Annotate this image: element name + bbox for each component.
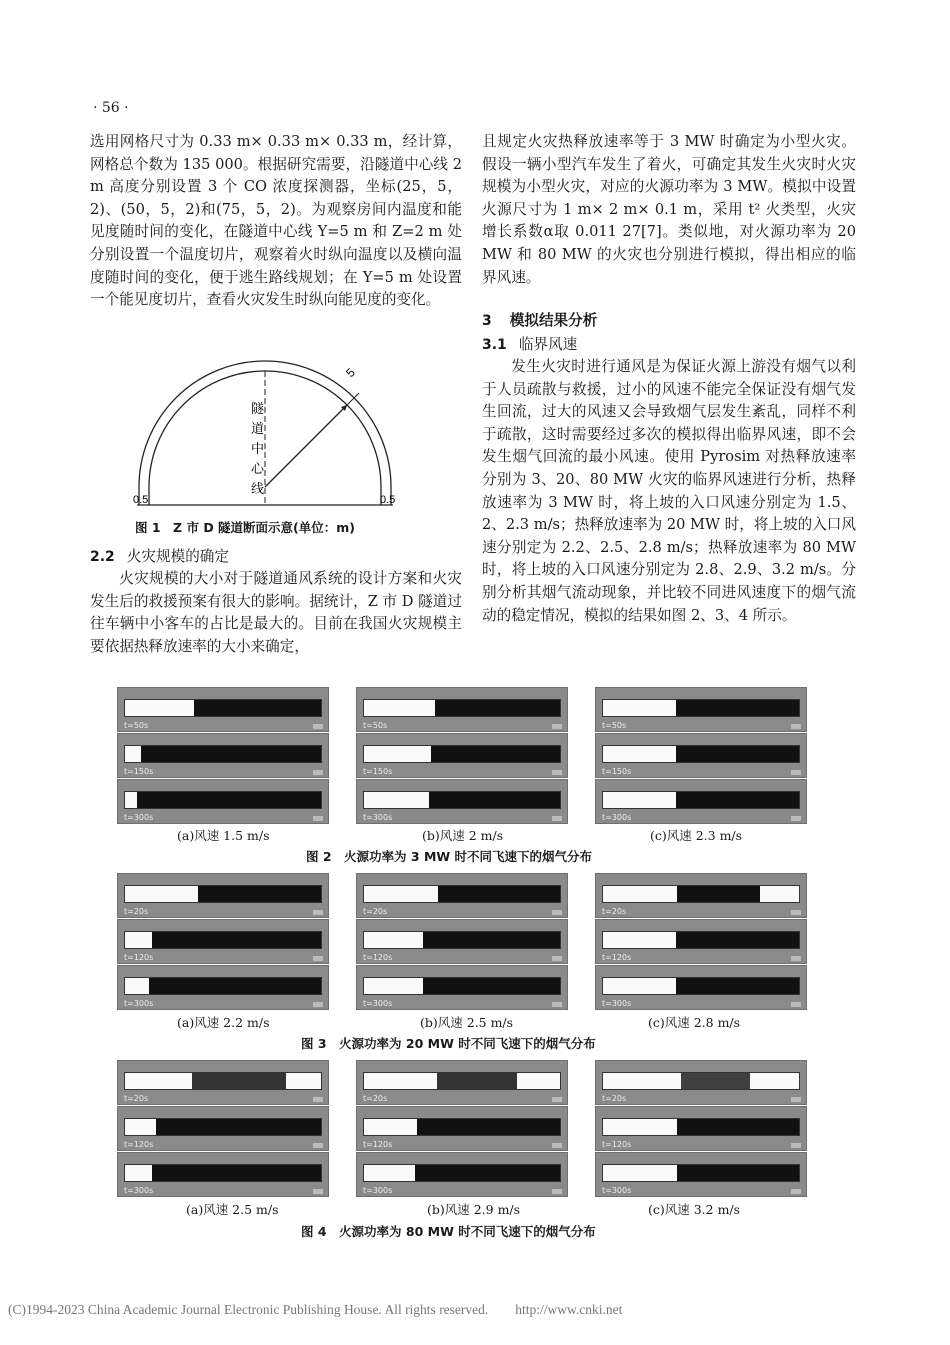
smoke-panel (117, 733, 329, 778)
smoke-panel (595, 1106, 807, 1151)
time-label: t=20s (124, 907, 149, 916)
time-label: t=300s (602, 813, 632, 822)
time-label: t=120s (363, 953, 393, 962)
time-label: t=300s (602, 1186, 632, 1195)
time-label: t=120s (363, 1140, 393, 1149)
time-label: t=300s (124, 999, 154, 1008)
section-2-2-heading (90, 545, 229, 566)
subcaption-b: (b)风速 2.9 m/s (427, 1202, 521, 1217)
subcaption-b: (b)风速 2.5 m/s (420, 1015, 514, 1030)
time-label: t=150s (363, 767, 393, 776)
time-label: t=300s (602, 999, 632, 1008)
time-label: t=150s (602, 767, 632, 776)
smoke-panel (595, 779, 807, 824)
time-label: t=120s (602, 1140, 632, 1149)
left-paragraph-1: 选用网格尺寸为 0.33 m× 0.33 m× 0.33 m，经计算，网格总个数为 135 000。根据研究需要，沿隧道中心线 2 m 高度分别设置 3 个 CO 浓度探测器，坐标(25，5，2)、(50，5，2)和(75，5，2)。为观察房间内温度和能见度随时间的变化，在隧道中心线 Y=5 m 和 Z=2 m 处分别设置一个温度切片，观察着火时纵向温度以及横向温度随时间的变化，便于逃生路线规划；在 Y=5 m 处设置一个能见度切片，查看火灾发生时纵向能见度的变化。 (90, 133, 462, 309)
subcaption-c: (c)风速 3.2 m/s (648, 1202, 741, 1217)
section-number: 3.1 (482, 337, 507, 353)
smoke-panel (117, 1060, 329, 1105)
figure-3-caption: 图 3 火源功率为 20 MW 时不同飞速下的烟气分布 (301, 1036, 596, 1051)
smoke-panel (595, 965, 807, 1010)
time-label: t=50s (602, 721, 627, 730)
section-3-1-heading (482, 333, 577, 354)
section-number: 2.2 (90, 549, 115, 565)
time-label: t=300s (363, 1186, 393, 1195)
smoke-panel (595, 873, 807, 918)
time-label: t=20s (363, 1094, 388, 1103)
subcaption-a: (a)风速 2.5 m/s (186, 1202, 279, 1217)
section-title: 模拟结果分析 (509, 312, 598, 329)
time-label: t=20s (363, 907, 388, 916)
smoke-panel (117, 687, 329, 732)
left-paragraph-2: 火灾规模的大小对于隧道通风系统的设计方案和火灾发生后的救援预案有很大的影响。据统计，Z 市 D 隧道过往车辆中小客车的占比是最大的。目前在我国火灾规模主要依据热释放速率的大小来确定， (90, 570, 462, 655)
center-label-5: 线 (251, 482, 265, 497)
left-column (90, 131, 462, 312)
left-dimension-label: 0.5 (133, 494, 149, 506)
tunnel-cross-section-diagram (125, 357, 415, 513)
time-label: t=300s (363, 999, 393, 1008)
time-label: t=120s (124, 1140, 154, 1149)
time-label: t=20s (602, 1094, 627, 1103)
smoke-panel (117, 919, 329, 964)
section-number: 3 (482, 313, 492, 329)
figure-1-caption: 图 1 Z 市 D 隧道断面示意(单位：m) (135, 520, 355, 535)
smoke-panel (595, 1060, 807, 1105)
page-number: · 56 · (93, 100, 129, 116)
figure-4-caption: 图 4 火源功率为 80 MW 时不同飞速下的烟气分布 (301, 1224, 596, 1239)
smoke-panel (117, 1152, 329, 1197)
time-label: t=150s (124, 767, 154, 776)
section-title: 火灾规模的确定 (126, 548, 229, 565)
smoke-panel (356, 779, 568, 824)
time-label: t=300s (363, 813, 393, 822)
smoke-panel (356, 1152, 568, 1197)
time-label: t=20s (124, 1094, 149, 1103)
smoke-panel (595, 733, 807, 778)
time-label: t=50s (124, 721, 149, 730)
section-title: 临界风速 (518, 336, 578, 353)
time-label: t=300s (124, 813, 154, 822)
right-column (482, 131, 856, 289)
time-label: t=120s (124, 953, 154, 962)
smoke-panel (356, 965, 568, 1010)
smoke-panel (356, 1060, 568, 1105)
center-label-3: 中 (251, 442, 265, 457)
center-label-4: 心 (251, 462, 265, 477)
smoke-panel (595, 687, 807, 732)
smoke-panel (117, 1106, 329, 1151)
center-label-1: 隧 (251, 402, 265, 417)
right-paragraph-1: 且规定火灾热释放速率等于 3 MW 时确定为小型火灾。假设一辆小型汽车发生了着火，可确定其发生火灾时火灾规模为小型火灾，对应的火源功率为 3 MW。模拟中设置火源尺寸为 1 m× 2 m× 0.1 m，采用 t² 火类型，火灾增长系数α取 0.011 27[7]。类似地，对火源功率为 20 MW 和 80 MW 的火灾也分别进行模拟，得出相应的临界风速。 (482, 133, 856, 286)
smoke-panel (356, 873, 568, 918)
subcaption-b: (b)风速 2 m/s (422, 828, 504, 843)
center-label-2: 道 (251, 422, 265, 437)
smoke-panel (595, 1152, 807, 1197)
subcaption-c: (c)风速 2.3 m/s (650, 828, 743, 843)
smoke-panel (117, 779, 329, 824)
smoke-panel (117, 965, 329, 1010)
time-label: t=120s (602, 953, 632, 962)
smoke-panel (595, 919, 807, 964)
right-paragraph-2: 发生火灾时进行通风是为保证火源上游没有烟气以利于人员疏散与救援，过小的风速不能完全保证没有烟气发生回流，过大的风速又会导致烟气层发生紊乱，同样不利于疏散，这时需要经过多次的模拟得出临界风速，即不会发生烟气回流的最小风速。使用 Pyrosim 对热释放速率分别为 3、20、80 MW 火灾的临界风速进行分析，热释放速率为 3 MW 时，将上坡的入口风速分别定为 1.5、2、2.3 m/s；热释放速率为 20 MW 时，将上坡的入口风速分别定为 2.2、2.5、2.8 m/s；热释放速率为 80 MW 时，将上坡的入口风速分别定为 2.8、2.9、3.2 m/s。分别分析其烟气流动现象，并比较不同进风速度下的烟气流动的稳定情况，模拟的结果如图 2、3、4 所示。 (482, 358, 856, 624)
right-dimension-label: 0.5 (380, 494, 396, 506)
smoke-panel (356, 1106, 568, 1151)
time-label: t=300s (124, 1186, 154, 1195)
smoke-panel (356, 733, 568, 778)
copyright-footer: (C)1994-2023 China Academic Journal Electronic Publishing House. All rights reserved. http://www.cnki.net (8, 1302, 623, 1317)
smoke-panel (117, 873, 329, 918)
section-3-heading (482, 309, 597, 330)
time-label: t=50s (363, 721, 388, 730)
subcaption-a: (a)风速 1.5 m/s (177, 828, 270, 843)
radius-label: 5 (343, 365, 358, 380)
smoke-panel (356, 687, 568, 732)
time-label: t=20s (602, 907, 627, 916)
smoke-panel (356, 919, 568, 964)
subcaption-c: (c)风速 2.8 m/s (648, 1015, 741, 1030)
subcaption-a: (a)风速 2.2 m/s (177, 1015, 270, 1030)
figure-2-caption: 图 2 火源功率为 3 MW 时不同飞速下的烟气分布 (306, 849, 593, 864)
